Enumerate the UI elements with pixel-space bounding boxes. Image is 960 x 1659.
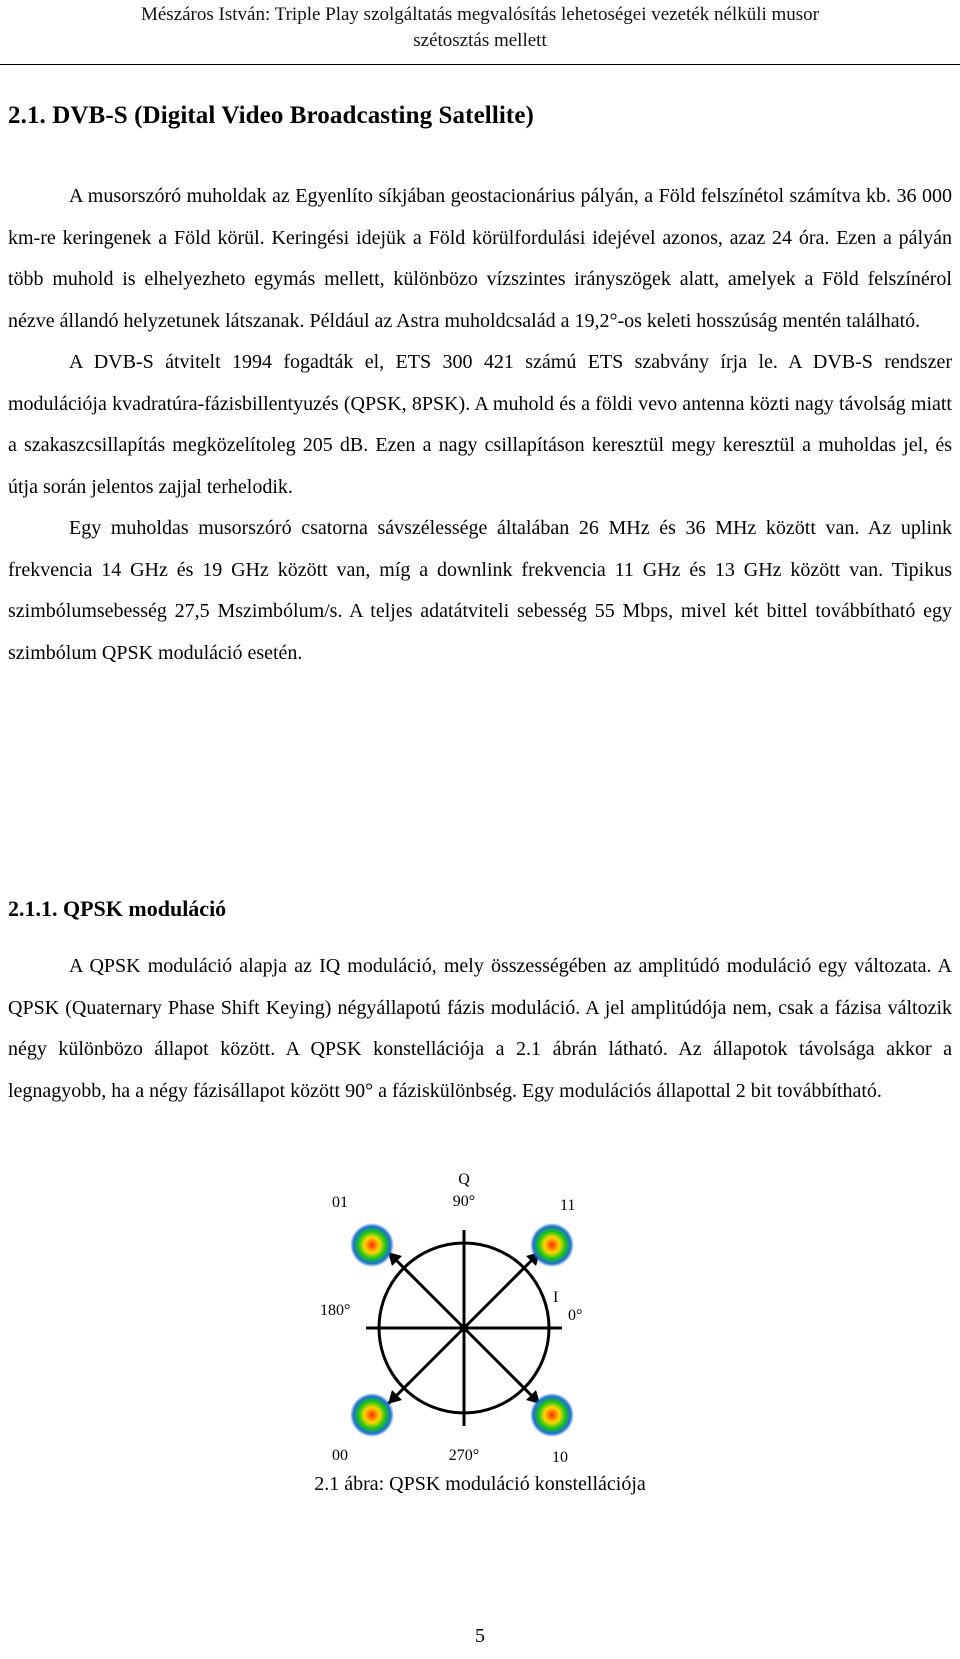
vector-00 — [388, 1328, 464, 1404]
page-number: 5 — [475, 1625, 485, 1647]
symbol-point-01 — [350, 1223, 394, 1267]
paragraph: A DVB-S átvitelt 1994 fogadták el, ETS 300 421 számú ETS szabvány írja le. A DVB-S rendszer modulációja kvadratúra-fázisbillentyuzés (QPSK, 8PSK). A muhold és a földi vevo antenna közti nagy távolság miatt a szakaszcsillapítás megközelítoleg 205 dB. Ezen a nagy csillapításon keresztül megy keresztül a muholdas jel, és útja során jelentos zajjal terhelodik. — [8, 351, 952, 498]
subsection-body — [8, 946, 952, 1112]
symbol-point-11 — [530, 1223, 574, 1267]
angle-90-label: 90° — [452, 1193, 476, 1210]
running-header — [0, 0, 960, 62]
q-axis-label: Q — [458, 1171, 470, 1188]
vector-11 — [464, 1252, 540, 1328]
header-rule — [0, 64, 960, 65]
section-body — [8, 176, 952, 674]
symbol-label-00: 00 — [332, 1447, 348, 1462]
paragraph: A musorszóró muholdak az Egyenlíto síkjában geostacionárius pályán, a Föld felszínétol számítva kb. 36 000 km-re keringenek a Föld körül. Keringési idejük a Föld körülfordulási idejével azonos, azaz 24 óra. Ezen a pályán több muhold is elhelyezheto egymás mellett, különbözo vízszintes irányszögek alatt, amelyek a Föld felszínérol nézve állandó helyzetunek látszanak. Például az Astra muholdcsalád a 19,2°-os keleti hosszúság mentén található. — [8, 185, 952, 332]
angle-180-label: 180° — [320, 1302, 351, 1319]
qpsk-constellation-figure — [320, 1170, 620, 1462]
i-axis-label: I — [553, 1289, 559, 1306]
figure-caption: 2.1 ábra: QPSK moduláció konstellációja — [314, 1473, 646, 1495]
section-heading: 2.1. DVB-S (Digital Video Broadcasting Satellite) — [8, 102, 534, 129]
vector-10 — [464, 1328, 540, 1404]
symbol-label-10: 10 — [552, 1449, 568, 1462]
vector-01 — [388, 1252, 464, 1328]
angle-0-label: 0° — [568, 1307, 583, 1324]
running-header-line-1: Mészáros István: Triple Play szolgáltatás megvalósítás lehetoségei vezeték nélküli musor — [140, 4, 820, 25]
constellation-diagram — [320, 1170, 620, 1462]
angle-270-label: 270° — [448, 1447, 480, 1462]
paragraph: Egy muholdas musorszóró csatorna sávszélessége általában 26 MHz és 36 MHz között van. Az uplink frekvencia 14 GHz és 19 GHz között van, míg a downlink frekvencia 11 GHz és 13 GHz között van. Tipikus szimbólumsebesség 27,5 Mszimbólum/s. A teljes adatátviteli sebesség 55 Mbps, mivel két bittel továbbítható egy szimbólum QPSK moduláció esetén. — [8, 517, 952, 664]
symbol-label-11: 11 — [560, 1197, 576, 1214]
symbol-point-10 — [530, 1393, 574, 1437]
symbol-label-01: 01 — [332, 1194, 348, 1211]
running-header-line-2: szétosztás mellett — [413, 30, 547, 51]
symbol-point-00 — [350, 1393, 394, 1437]
subsection-heading: 2.1.1. QPSK moduláció — [8, 896, 227, 921]
paragraph: A QPSK moduláció alapja az IQ moduláció, mely összességében az amplitúdó moduláció egy változata. A QPSK (Quaternary Phase Shift Keying) négyállapotú fázis moduláció. A jel amplitúdója nem, csak a fázisa változik négy különbözo állapot között. A QPSK konstellációja a 2.1 ábrán látható. Az állapotok távolsága akkor a legnagyobb, ha a négy fázisállapot között 90° a fáziskülönbség. Egy modulációs állapottal 2 bit továbbítható. — [8, 955, 952, 1102]
